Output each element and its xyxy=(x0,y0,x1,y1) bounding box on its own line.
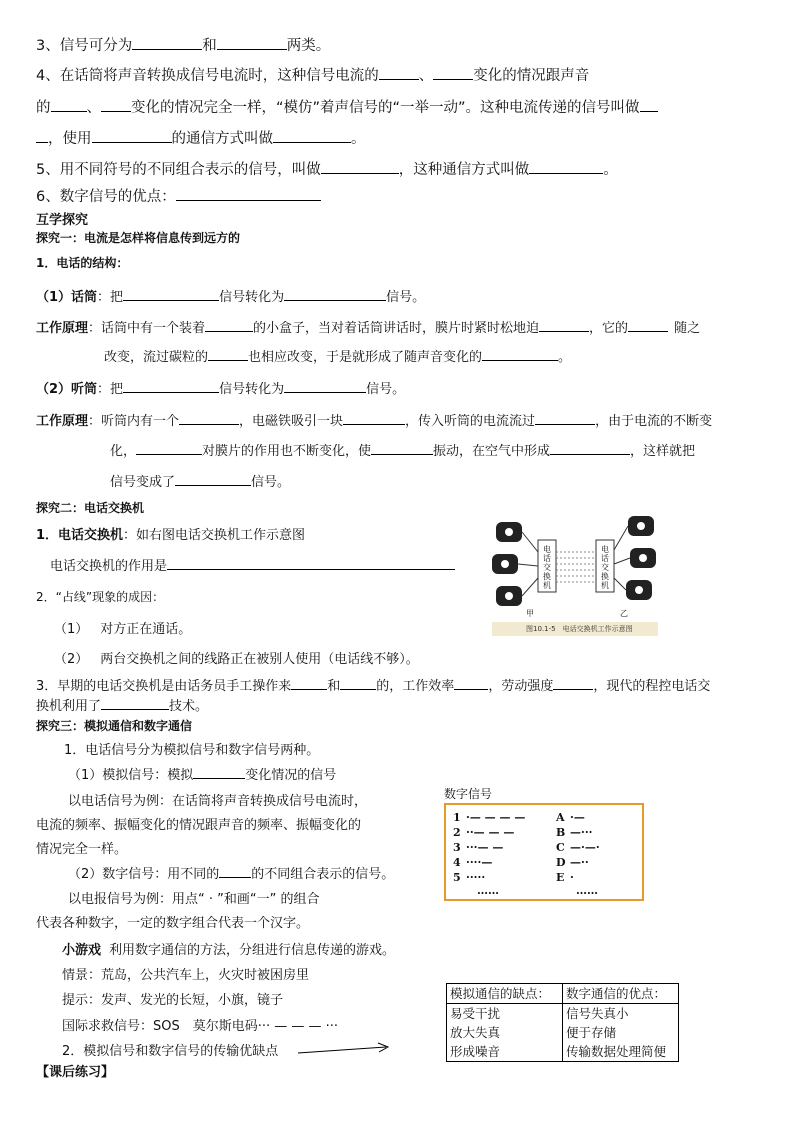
question-3: 3、信号可分为 和 两类。 xyxy=(36,34,330,55)
table-header: 数字通信的优点： xyxy=(563,984,679,1004)
blank[interactable] xyxy=(550,442,630,455)
blank[interactable] xyxy=(284,380,366,393)
code-letter: A xyxy=(556,811,565,824)
blank[interactable] xyxy=(321,159,399,174)
question-4-line-1: 4、在话筒将声音转换成信号电流时，这种信号电流的 、 变化的情况跟声音 xyxy=(36,64,589,85)
blank[interactable] xyxy=(529,159,603,174)
digital-example-2: 代表各种数字，一定的数字组合代表一个汉字。 xyxy=(36,916,310,931)
code-letter: B xyxy=(556,826,566,839)
blank[interactable] xyxy=(640,97,658,112)
code-number: 2 xyxy=(453,826,461,839)
code-letter-morse: —·· xyxy=(570,856,589,869)
switchboard-item-1: 1．电话交换机：如右图电话交换机工作示意图 xyxy=(36,528,306,543)
code-number-morse: ····— xyxy=(466,856,493,869)
code-letter-morse: —··· xyxy=(570,826,593,839)
code-number: 3 xyxy=(453,841,461,854)
code-box-title: 数字信号 xyxy=(444,787,493,801)
code-number-morse: ···— — xyxy=(466,841,504,854)
switchboard-diagram-graphic xyxy=(490,512,660,640)
blank[interactable] xyxy=(123,288,219,301)
blank[interactable] xyxy=(628,319,668,332)
question-5: 5、用不同符号的不同组合表示的信号，叫做 ，这种通信方式叫做 。 xyxy=(36,158,618,179)
blank[interactable] xyxy=(482,348,558,361)
code-letter: D xyxy=(556,856,566,869)
blank[interactable] xyxy=(379,65,419,80)
code-letter: E xyxy=(556,871,565,884)
question-4-line-3: ，使用 的通信方式叫做 。 xyxy=(36,127,366,148)
mic-principle-line-1: 工作原理：话筒中有一个装着 的小盒子，当对着话筒讲话时，膜片时紧时松地迫 ，它的 随之 xyxy=(36,321,701,336)
blank[interactable] xyxy=(284,288,386,301)
table-cell: 易受干扰 xyxy=(447,1004,563,1024)
blank[interactable] xyxy=(217,35,287,50)
exploration-2-title: 探究二：电话交换机 xyxy=(36,501,145,515)
arrow-icon xyxy=(296,1042,392,1058)
blank[interactable] xyxy=(101,697,169,710)
exploration-1-title: 探究一：电流是怎样将信息传到远方的 xyxy=(36,231,241,245)
blank[interactable] xyxy=(343,412,405,425)
blank[interactable] xyxy=(553,677,593,690)
table-cell: 形成噪音 xyxy=(447,1042,563,1062)
switchboard-role: 电话交换机的作用是 xyxy=(50,555,455,574)
blank[interactable] xyxy=(193,766,245,779)
compare-heading: 2．模拟信号和数字信号的传输优缺点 xyxy=(62,1044,279,1059)
mic-principle-line-2: 改变，流过碳粒的 也相应改变，于是就形成了随声音变化的 。 xyxy=(104,350,572,365)
blank[interactable] xyxy=(123,380,219,393)
code-letter-morse: · xyxy=(570,871,574,884)
game-scene: 情景：荒岛，公共汽车上，火灾时被困房里 xyxy=(62,968,310,983)
code-number: 1 xyxy=(453,811,461,824)
blank[interactable] xyxy=(208,348,248,361)
blank[interactable] xyxy=(371,442,433,455)
blank[interactable] xyxy=(535,412,595,425)
table-cell: 放大失真 xyxy=(447,1023,563,1042)
receiver-line: （2）听筒：把 信号转化为 信号。 xyxy=(36,382,406,397)
table-header: 模拟通信的缺点： xyxy=(447,984,563,1004)
code-letter: C xyxy=(556,841,565,854)
receiver-principle-line-3: 信号变成了 信号。 xyxy=(110,475,291,490)
blank[interactable] xyxy=(136,442,202,455)
signal-types: 1．电话信号分为模拟信号和数字信号两种。 xyxy=(64,743,320,758)
blank[interactable] xyxy=(340,677,376,690)
section-heading: 互学探究 xyxy=(36,213,89,228)
blank[interactable] xyxy=(291,677,327,690)
blank[interactable] xyxy=(101,97,131,112)
blank[interactable] xyxy=(132,35,202,50)
blank[interactable] xyxy=(179,412,239,425)
busy-reason-2: （2） 两台交换机之间的线路正在被别人使用（电话线不够）。 xyxy=(54,652,419,667)
exploration-3-title: 探究三：模拟通信和数字通信 xyxy=(36,719,193,733)
comparison-table xyxy=(446,983,679,1062)
code-number: 5 xyxy=(453,871,461,884)
table-cell: 便于存储 xyxy=(563,1023,679,1042)
analog-example-2: 电流的频率、振幅变化的情况跟声音的频率、振幅变化的 xyxy=(36,818,362,833)
switch-right-label: 电话交换机 xyxy=(601,545,609,590)
diagram-caption: 图10.1-5 电话交换机工作示意图 xyxy=(526,625,633,633)
code-ellipsis-left: …… xyxy=(477,884,499,897)
digital-example-1: 以电报信号为例：用点“ · ”和画“一” 的组合 xyxy=(68,892,320,907)
switchboard-item-3-line-1: 3．早期的电话交换机是由话务员手工操作来 和 的，工作效率 ，劳动强度 ，现代的程控电话交 xyxy=(36,679,711,694)
code-ellipsis-right: …… xyxy=(576,884,598,897)
after-class-heading: 【课后练习】 xyxy=(36,1065,115,1080)
game-hint: 提示：发声、发光的长短，小旗，镜子 xyxy=(62,993,284,1008)
code-number-morse: ·— — — — xyxy=(466,811,526,824)
blank[interactable] xyxy=(205,319,253,332)
switchboard-diagram xyxy=(490,512,660,640)
blank[interactable] xyxy=(175,473,251,486)
code-letter-morse: —·—· xyxy=(570,841,600,854)
receiver-principle-line-2: 化， 对膜片的作用也不断变化，使 振动，在空气中形成 ，这样就把 xyxy=(110,444,696,459)
phone-structure-heading: 1．电话的结构： xyxy=(36,256,129,270)
blank[interactable] xyxy=(51,97,87,112)
blank[interactable] xyxy=(219,865,251,878)
question-4-line-2: 的 、 变化的情况完全一样，“模仿”着声信号的“一举一动”。这种电流传递的信号叫做 xyxy=(36,96,658,117)
table-cell: 传输数据处理简便 xyxy=(563,1042,679,1062)
receiver-principle-line-1: 工作原理：听筒内有一个 ，电磁铁吸引一块 ，传入听筒的电流流过 ，由于电流的不断变 xyxy=(36,414,713,429)
table-cell: 信号失真小 xyxy=(563,1004,679,1024)
blank[interactable] xyxy=(36,128,48,143)
busy-reason-1: （1） 对方正在通话。 xyxy=(54,622,192,637)
blank[interactable] xyxy=(92,128,172,143)
blank[interactable] xyxy=(539,319,589,332)
code-number-morse: ····· xyxy=(466,871,486,884)
question-6: 6、数字信号的优点： xyxy=(36,185,321,206)
code-number: 4 xyxy=(453,856,461,869)
blank[interactable] xyxy=(433,65,473,80)
label-yi: 乙 xyxy=(620,609,628,618)
switch-left-label: 电话交换机 xyxy=(543,545,551,590)
sos-signal: 国际求救信号：SOS 莫尔斯电码··· — — — ··· xyxy=(62,1019,339,1034)
blank[interactable] xyxy=(454,677,488,690)
code-letter-morse: ·— xyxy=(570,811,585,824)
blank[interactable] xyxy=(176,186,321,201)
analog-definition: （1）模拟信号：模拟 变化情况的信号 xyxy=(68,768,337,783)
label-jia: 甲 xyxy=(526,609,534,618)
mini-game: 小游戏 利用数字通信的方法，分组进行信息传递的游戏。 xyxy=(62,943,396,958)
analog-example-1: 以电话信号为例：在话筒将声音转换成信号电流时， xyxy=(68,794,368,809)
analog-example-3: 情况完全一样。 xyxy=(36,842,128,857)
digital-definition: （2）数字信号：用不同的 的不同组合表示的信号。 xyxy=(68,867,395,882)
blank[interactable] xyxy=(167,557,455,570)
switchboard-item-3-line-2: 换机利用了 技术。 xyxy=(36,699,209,714)
microphone-line: （1）话筒：把 信号转化为 信号。 xyxy=(36,290,426,305)
blank[interactable] xyxy=(273,128,351,143)
busy-signal-heading: 2．“占线”现象的成因： xyxy=(36,590,165,604)
code-number-morse: ··— — — xyxy=(466,826,515,839)
